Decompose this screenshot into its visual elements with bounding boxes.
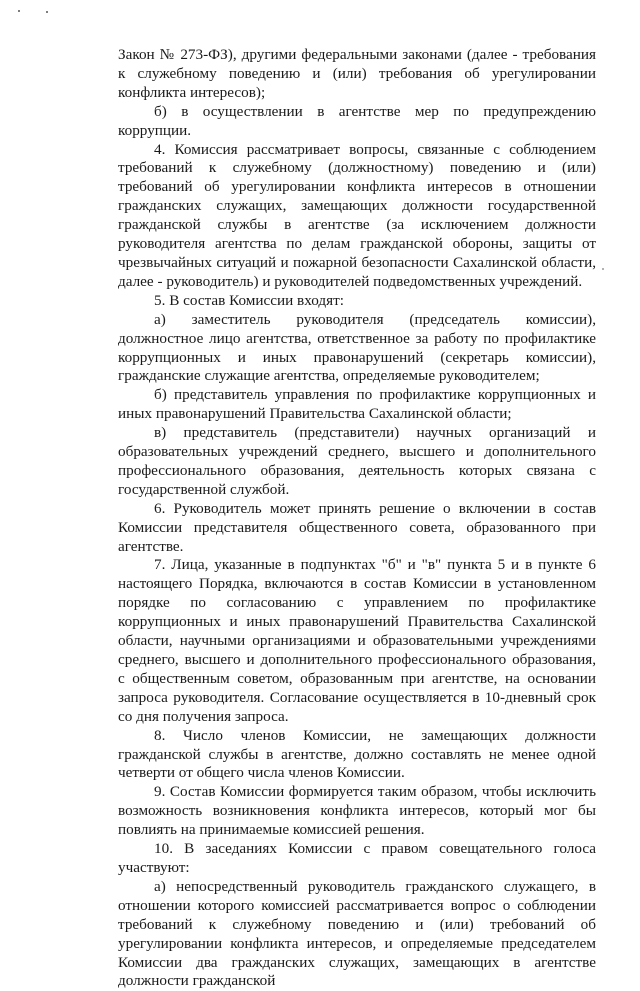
paragraph: 7. Лица, указанные в подпунктах "б" и "в" пункта 5 и в пункте 6 настоящего Порядка, включаются в состав Комиссии в установленном порядке по согласованию с управлением по профилактике коррупционных и иных правонарушений Правительства Сахалинской области, научными организациями и образовательными учреждениями среднего, высшего и дополнительного профессионального образования, с общественным советом, образованным при агентстве, на основании запроса руководителя. Согласование осуществляется в 10-дневный срок со дня получения запроса. <box>118 556 596 725</box>
paragraph: а) непосредственный руководитель гражданского служащего, в отношении которого комиссией рассматривается вопрос о соблюдении требований к служебному поведению и (или) требований об урегулировании конфликта интересов, и определяемые председателем Комиссии два гражданских служащих, замещающих в агентстве должности гражданской <box>118 877 596 990</box>
paragraph: б) представитель управления по профилактике коррупционных и иных правонарушений Правительства Сахалинской области; <box>118 386 596 423</box>
scan-speck <box>602 268 604 270</box>
paragraph: 8. Число членов Комиссии, не замещающих должности гражданской службы в агентстве, должно составлять не менее одной четверти от общего числа членов Комиссии. <box>118 726 596 782</box>
document-body <box>118 46 596 991</box>
scan-speck <box>46 11 48 13</box>
paragraph: б) в осуществлении в агентстве мер по предупреждению коррупции. <box>118 102 596 139</box>
paragraph: 6. Руководитель может принять решение о включении в состав Комиссии представителя общественного совета, образованного при агентстве. <box>118 499 596 555</box>
scan-speck <box>18 10 20 12</box>
paragraph: 5. В состав Комиссии входят: <box>154 291 344 309</box>
paragraph: 4. Комиссия рассматривает вопросы, связанные с соблюдением требований к служебному (должностному) поведению и (или) требований об урегулировании конфликта интересов в отношении гражданских служащих, замещающих должности государственной гражданской службы в агентстве (за исключением должности руководителя агентства по делам гражданской обороны, защиты от чрезвычайных ситуаций и пожарной безопасности Сахалинской области, далее - руководитель) и руководителей подведомственных учреждений. <box>118 140 596 290</box>
paragraph: Закон № 273-ФЗ), другими федеральными законами (далее - требования к служебному поведению и (или) требования об урегулировании конфликта интересов); <box>118 46 596 101</box>
paragraph: а) заместитель руководителя (председатель комиссии), должностное лицо агентства, ответственное за работу по профилактике коррупционных и иных правонарушений (секретарь комиссии), гражданские служащие агентства, определяемые руководителем; <box>118 310 596 385</box>
paragraph: в) представитель (представители) научных организаций и образовательных учреждений среднего, высшего и дополнительного профессионального образования, деятельность которых связана с государственной службой. <box>118 424 596 498</box>
paragraph: 9. Состав Комиссии формируется таким образом, чтобы исключить возможность возникновения конфликта интересов, который мог бы повлиять на принимаемые комиссией решения. <box>118 783 596 839</box>
paragraph: 10. В заседаниях Комиссии с правом совещательного голоса участвуют: <box>118 840 596 876</box>
